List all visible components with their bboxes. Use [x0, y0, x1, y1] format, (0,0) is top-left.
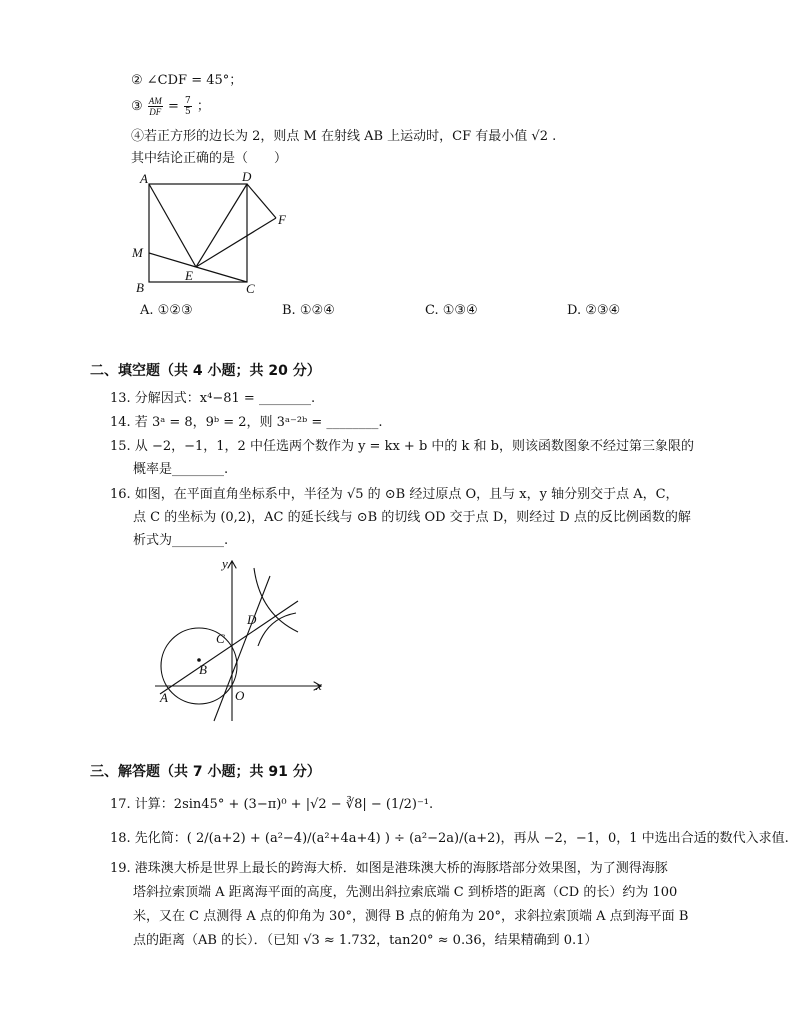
section-3-title: 三、解答题（共 7 小题；共 91 分）: [90, 764, 321, 780]
q12-s3-fraction-7-5: [184, 96, 192, 117]
label-b: B: [136, 280, 144, 295]
q12-option-c[interactable]: C. ①③④: [425, 303, 478, 318]
q12-s3-fraction-am-df: [148, 96, 163, 117]
q12-s3-numerator2: 7: [184, 96, 191, 106]
label-c: C: [216, 631, 225, 646]
label-b: B: [199, 662, 207, 677]
label-a: A: [140, 171, 148, 186]
q12-s3-prefix: ③: [131, 99, 143, 114]
q12-statement-4: ④若正方形的边长为 2，则点 M 在射线 AB 上运动时，CF 有最小值 √2 .: [131, 129, 557, 144]
q12-option-d[interactable]: D. ②③④: [567, 303, 621, 318]
label-c: C: [246, 281, 255, 296]
q12-option-a[interactable]: A. ①②③: [140, 303, 193, 318]
label-f: F: [278, 212, 286, 227]
label-d: D: [247, 612, 257, 627]
segment-df: [247, 184, 276, 218]
label-x: x: [316, 678, 322, 693]
q12-s3-denominator: DF: [149, 107, 162, 117]
q12-s3-denominator2: 5: [184, 107, 191, 117]
q19-line-1: 19. 港珠澳大桥是世界上最长的跨海大桥．如图是港珠澳大桥的海豚塔部分效果图，为了测得海豚: [110, 861, 668, 876]
q17-text: 17. 计算：2sin45° + (3−π)⁰ + |√2 − ∛8| − (1/2)⁻¹.: [110, 797, 434, 812]
q14-text: 14. 若 3ᵃ = 8，9ᵇ = 2，则 3ᵃ⁻²ᵇ = ________.: [110, 415, 383, 430]
q12-prompt: 其中结论正确的是（ ）: [131, 151, 288, 166]
q16-line-2: 点 C 的坐标为 (0,2)，AC 的延长线与 ⊙B 的切线 OD 交于点 D，则经过 D 点的反比例函数的解: [133, 510, 691, 525]
q16-line-3: 析式为________.: [133, 533, 229, 548]
label-y: y: [222, 556, 228, 571]
segment-ec: [196, 267, 247, 282]
q18-text: 18. 先化简：( 2/(a+2) + (a²−4)/(a²+4a+4) ) ÷ (a²−2a)/(a+2)，再从 −2，−1，0，1 中选出合适的数代入求值.: [110, 831, 789, 846]
q15-line-2: 概率是________.: [133, 462, 229, 477]
q12-statement-2: ② ∠CDF = 45°；: [131, 73, 243, 88]
q12-s3-numerator: AM: [148, 96, 162, 106]
q19-line-3: 米，又在 C 点测得 A 点的仰角为 30°，测得 B 点的俯角为 20°，求斜拉索顶端 A 点到海平面 B: [133, 909, 689, 924]
q19-line-2: 塔斜拉索顶端 A 距离海平面的高度，先测出斜拉索底端 C 到桥塔的距离（CD 的长）约为 100: [133, 885, 678, 900]
q12-statement-3: [131, 96, 210, 117]
label-m: M: [132, 245, 143, 260]
label-d: D: [242, 169, 252, 184]
q12-s3-equals: =: [167, 99, 179, 114]
label-a: A: [160, 690, 168, 705]
q12-s3-suffix: ；: [196, 99, 210, 114]
line-ac-extended: [160, 601, 298, 694]
label-e: E: [185, 268, 193, 283]
q16-line-1: 16. 如图，在平面直角坐标系中，半径为 √5 的 ⊙B 经过原点 O，且与 x，y 轴分别交于点 A，C，: [110, 487, 679, 502]
segment-ef: [196, 218, 276, 267]
segment-de: [196, 184, 247, 267]
section-2-title: 二、填空题（共 4 小题；共 20 分）: [90, 363, 321, 379]
q13-text: 13. 分解因式：x⁴−81 = ________.: [110, 391, 316, 406]
q19-line-4: 点的距离（AB 的长）．（已知 √3 ≈ 1.732，tan20° ≈ 0.36，结果精确到 0.1）: [133, 933, 598, 948]
label-o: O: [235, 688, 245, 703]
q15-line-1: 15. 从 −2，−1，1，2 中任选两个数作为 y = kx + b 中的 k 和 b，则该函数图象不经过第三象限的: [110, 439, 694, 454]
q12-square-figure: [128, 168, 298, 298]
q16-coordinate-figure: [150, 556, 340, 726]
q12-option-b[interactable]: B. ①②④: [282, 303, 335, 318]
